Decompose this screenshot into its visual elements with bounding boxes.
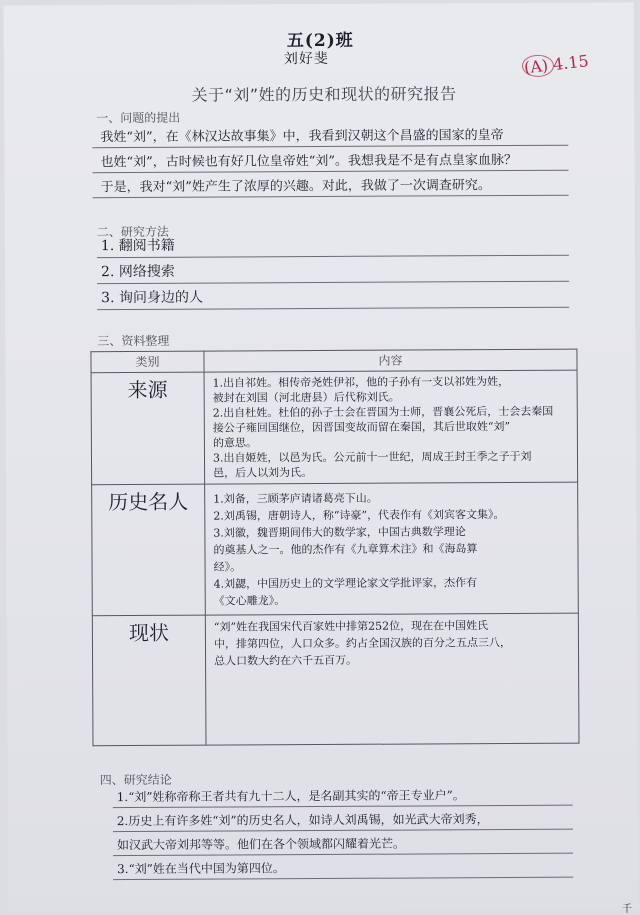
table-header-row: [91, 349, 577, 373]
section1-line: 于是，我对“刘”姓产生了浓厚的兴趣。对此，我做了一次调查研究。: [93, 171, 569, 198]
column-header-category: 类别: [91, 351, 204, 373]
section1-line: 我姓“刘”，在《林汉达故事集》中，我看到汉朝这个昌盛的国家的皇帝: [92, 121, 568, 148]
report-paper: [4, 2, 639, 912]
content-line: 1.出自祁姓。相传帝尧姓伊祁，他的子孙有一支以祁姓为姓，: [212, 375, 510, 390]
content-cell: [204, 370, 578, 484]
category-cell: 现状: [92, 615, 206, 746]
content-line: 3.出自姬姓，以邑为氏。公元前十一世纪，周成王封王季之子于刘: [212, 449, 532, 465]
conclusion-line: 2.历史上有许多姓“刘”的历史名人，如诗人刘禹锡，如光武大帝刘秀，: [113, 806, 573, 832]
section3-heading: 三、资料整理: [97, 333, 170, 349]
conclusion-line: 3.“刘”姓在当代中国为第四位。: [113, 854, 573, 880]
content-line: “刘”姓在我国宋代百家姓中排第252位，现在在中国姓氏: [213, 619, 489, 634]
content-line: 接公子雍回国继位，因晋国变故而留在秦国，其后世取姓“刘”: [212, 420, 511, 435]
content-line: 中，排第四位，人口众多。约占全国汉族的百分之五点三八，: [213, 636, 512, 651]
table-row: [92, 482, 579, 616]
content-line: 经》。: [213, 560, 242, 574]
content-line: 《文心雕龙》。: [213, 594, 286, 608]
conclusion-line: 如汉武大帝刘邦等等。他们在各个领域都闪耀着光芒。: [113, 830, 573, 856]
category-cell: 来源: [91, 372, 205, 485]
class-label: 五(2)班: [286, 30, 354, 52]
content-line: 4.刘勰，中国历史上的文学理论家文学批评家，杰作有: [213, 576, 478, 591]
section4-heading: 四、研究结论: [99, 772, 172, 788]
table-row: [92, 613, 579, 746]
content-line: 的奠基人之一。他的杰作有《九章算术注》和《海岛算: [213, 542, 478, 557]
conclusion-line: 1.“刘”姓称帝称王者共有九十二人，是名副其实的“帝王专业户”。: [113, 782, 573, 808]
section2-heading: 二、研究方法: [96, 224, 169, 240]
data-table: [90, 349, 579, 747]
section1-heading: 一、问题的提出: [96, 110, 181, 126]
corner-mark: 千: [622, 904, 632, 915]
method-item: 1. 翻阅书籍: [97, 230, 569, 258]
method-item: 3. 询问身边的人: [97, 282, 569, 310]
content-line: 1.刘备，三顾茅庐请诸葛亮下山。: [213, 491, 378, 506]
content-line: 总人口数大约在六千五百万。: [214, 653, 358, 668]
grade-mark: (A) 4.15: [523, 51, 590, 78]
content-line: 被封在刘国（河北唐县）后代称刘氏。: [212, 390, 400, 405]
report-title: 关于“刘”姓的历史和现状的研究报告: [191, 84, 457, 105]
method-list: [97, 230, 569, 310]
category-cell: 历史名人: [92, 484, 206, 616]
student-name: 刘好斐: [283, 50, 329, 68]
method-item: 2. 网络搜索: [97, 256, 569, 284]
content-line: 2.刘禹锡，唐朝诗人，称“诗豪”，代表作有《刘宾客文集》。: [213, 508, 505, 523]
content-cell: [205, 482, 579, 615]
column-header-content: 内容: [204, 349, 577, 372]
content-line: 3.刘徽，魏晋期间伟大的数学家，中国古典数学理论: [213, 525, 466, 540]
section1-line: 也姓“刘”，古时候也有好几位皇帝姓“刘”。我想我是不是有点皇家血脉？: [92, 146, 568, 173]
table-row: [91, 370, 578, 485]
content-cell: [205, 613, 579, 745]
section1-lines: [92, 121, 568, 198]
content-line: 的意思。: [212, 436, 257, 450]
conclusion-lines: [113, 782, 573, 880]
content-line: 2.出自杜姓。杜伯的孙子士会在晋国为士师，晋襄公死后，士会去秦国: [212, 404, 554, 420]
content-line: 邑，后人以刘为氏。: [213, 466, 313, 480]
